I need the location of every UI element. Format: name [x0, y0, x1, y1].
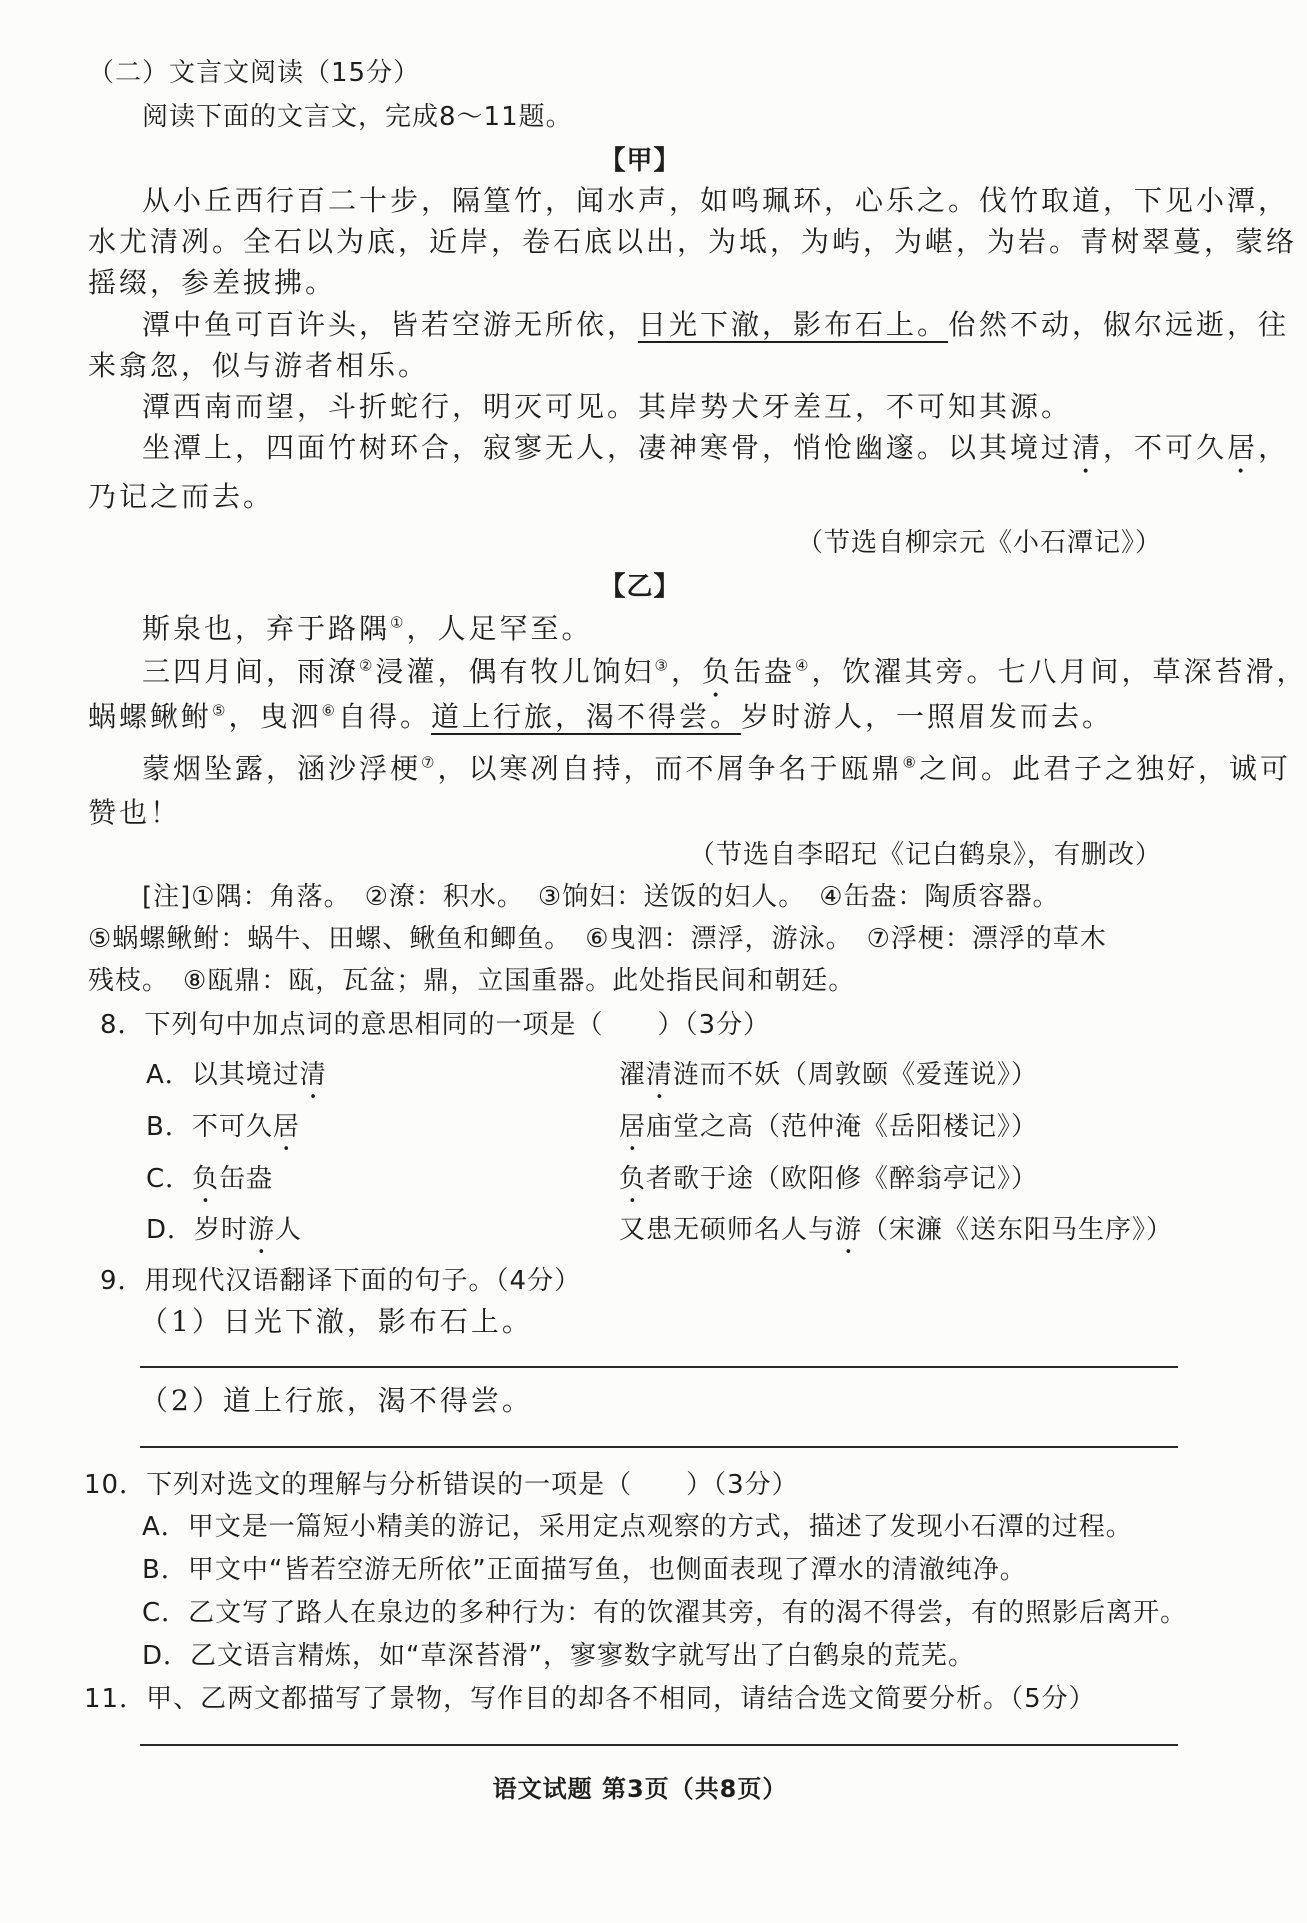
text: 斯泉也，弃于路隅 — [142, 612, 391, 645]
yi-source: （节选自李昭玘《记白鹤泉》，有删改） — [688, 840, 1162, 870]
text: 自得。 — [337, 700, 431, 733]
text: 蜗螺鳅鲋 — [88, 700, 213, 733]
q10-option-c: C．乙文写了路人在泉边的多种行为：有的饮濯其旁，有的渴不得尝，有的照影后离开。 — [142, 1598, 1188, 1628]
text: ，饮濯其旁。七八月间，草深苔滑， — [811, 655, 1307, 688]
text: 者歌于途（欧阳修《醉翁亭记》） — [646, 1164, 1039, 1194]
text: 庙堂之高（范仲淹《岳阳楼记》） — [646, 1112, 1039, 1142]
footnote-marker: ⑧ — [902, 753, 919, 772]
notes-line: ⑤蜗螺鳅鲋：蜗牛、田螺、鳅鱼和鲫鱼。 ⑥曳泗：漂浮，游泳。 ⑦浮梗：漂浮的草木 — [88, 924, 1107, 954]
question-10-stem: 10．下列对选文的理解与分析错误的一项是（ ）（3分） — [84, 1470, 799, 1500]
q8-option-d — [146, 1213, 1174, 1260]
footnote-marker: ⑥ — [321, 701, 338, 720]
dotted-word: 居 — [619, 1112, 647, 1142]
text: 又患无硕师名人与 — [619, 1215, 836, 1245]
text: 蒙烟坠露，涵沙浮梗 — [142, 752, 422, 785]
jia-line: 来翕忽，似与游者相乐。 — [88, 349, 430, 382]
footnote-marker: ③ — [654, 656, 671, 675]
text: ，以寒冽自持，而不屑争名于瓯鼎 — [437, 752, 903, 785]
notes-line: 残枝。 ⑧瓯鼎：瓯，瓦盆；鼎，立国重器。此处指民间和朝廷。 — [88, 966, 856, 996]
q8-option-b-compare — [619, 1110, 1038, 1157]
passage-yi-heading: 【乙】 — [599, 572, 681, 602]
page-footer: 语文试题 第3页（共8页） — [492, 1775, 788, 1803]
text: （宋濂《送东阳马生序》） — [862, 1215, 1174, 1245]
text: A．以其境过 — [146, 1060, 300, 1090]
q10-option-b: B．甲文中“皆若空游无所依”正面描写鱼，也侧面表现了潭水的清澈纯净。 — [142, 1555, 1027, 1585]
question-11-stem: 11．甲、乙两文都描写了景物，写作目的却各不相同，请结合选文简要分析。（5分） — [84, 1684, 1096, 1714]
q8-option-a — [146, 1058, 1039, 1105]
text: ， — [1258, 431, 1290, 464]
text: 濯 — [619, 1060, 647, 1090]
dotted-word: 居 — [272, 1112, 300, 1142]
text: B．不可久 — [146, 1112, 273, 1142]
text: 潭中鱼可百许头，皆若空游无所依， — [142, 308, 639, 341]
dotted-word: 负 — [619, 1164, 647, 1194]
q10-option-a: A．甲文是一篇短小精美的游记，采用定点观察的方式，描述了发现小石潭的过程。 — [142, 1512, 1133, 1542]
dotted-word: 游 — [248, 1215, 276, 1245]
q9-sentence-1: （1）日光下澈，影布石上。 — [140, 1305, 533, 1338]
yi-line: 赞也！ — [88, 796, 182, 829]
footnote-marker: ⑦ — [421, 753, 438, 772]
text: 岁 — [740, 700, 772, 733]
dotted-word: 清 — [299, 1060, 327, 1090]
jia-line: 乃记之而去。 — [88, 480, 275, 513]
dotted-word: 居 — [1227, 431, 1259, 464]
yi-line — [142, 655, 1307, 704]
dotted-word: 清 — [646, 1060, 674, 1090]
answer-line-q11[interactable] — [140, 1744, 1178, 1746]
section-instruction: 阅读下面的文言文，完成8～11题。 — [142, 102, 573, 132]
text: ，曳泗 — [228, 700, 322, 733]
text: 缶盎 — [219, 1164, 274, 1194]
q8-option-c — [146, 1162, 1039, 1209]
yi-line — [142, 612, 592, 646]
jia-line — [142, 308, 1289, 342]
footnote-marker: ① — [390, 613, 407, 632]
q8-option-d-compare — [619, 1213, 1173, 1260]
text: C． — [146, 1164, 193, 1194]
text: 佁然不动，俶尔远逝，往 — [948, 308, 1290, 341]
q8-option-a-compare — [619, 1058, 1038, 1105]
footnote-marker: ④ — [794, 656, 812, 675]
notes-line: [注]①隅：角落。 ②潦：积水。 ③饷妇：送饭的妇人。 ④缶盎：陶质容器。 — [142, 882, 1060, 912]
footnote-marker: ② — [359, 656, 376, 675]
passage-jia-heading: 【甲】 — [599, 146, 681, 176]
question-9-stem: 9．用现代汉语翻译下面的句子。（4分） — [100, 1266, 582, 1296]
jia-line — [142, 431, 1289, 480]
yi-line — [142, 752, 1291, 786]
dotted-word: 游 — [835, 1215, 863, 1245]
footnote-marker: ⑤ — [212, 701, 229, 720]
text: 坐潭上，四面竹树环合，寂寥无人，凄神寒骨，悄怆幽邃。以其境过 — [142, 431, 1073, 464]
text: 三四月间，雨潦 — [142, 655, 360, 688]
text: ，人足罕至。 — [406, 612, 593, 645]
yi-line — [88, 700, 1113, 734]
answer-line-q9-2[interactable] — [140, 1446, 1178, 1448]
q10-option-d: D．乙文语言精炼，如“草深苔滑”，寥寥数字就写出了白鹤泉的荒芜。 — [142, 1641, 975, 1671]
text: 浸灌，偶有牧儿饷妇 — [375, 655, 655, 688]
question-8-stem: 8．下列句中加点词的意思相同的一项是（ ）（3分） — [100, 1010, 771, 1040]
underlined-sentence-2: 道上行旅，渴不得尝。 — [430, 700, 741, 733]
text: D．岁时 — [146, 1215, 249, 1245]
underlined-sentence-1: 日光下澈，影布石上。 — [638, 308, 949, 341]
text: 游人，一照眉发而去。 — [803, 700, 1114, 733]
jia-line: 水尤清冽。全石以为底，近岸，卷石底以出，为坻，为屿，为嵁，为岩。青树翠蔓，蒙络 — [88, 225, 1298, 258]
text: 缶盎 — [732, 655, 795, 688]
jia-line: 从小丘西行百二十步，隔篁竹，闻水声，如鸣珮环，心乐之。伐竹取道，下见小潭， — [142, 184, 1290, 217]
text: 涟而不妖（周敦颐《爱莲说》） — [673, 1060, 1039, 1090]
dotted-word: 负 — [701, 655, 733, 688]
dotted-word: 负 — [192, 1164, 220, 1194]
jia-line: 摇缀，参差披拂。 — [88, 266, 337, 299]
text: 人 — [275, 1215, 303, 1245]
text: ，不可久 — [1103, 431, 1228, 464]
q8-option-c-compare — [619, 1162, 1038, 1209]
q9-sentence-2: （2）道上行旅，渴不得尝。 — [140, 1384, 533, 1417]
jia-line: 潭西南而望，斗折蛇行，明灭可见。其岸势犬牙差互，不可知其源。 — [142, 390, 1073, 423]
dotted-word: 清 — [1072, 431, 1104, 464]
q8-option-b — [146, 1110, 1039, 1157]
section-title: （二）文言文阅读（15分） — [88, 58, 421, 88]
jia-source: （节选自柳宗元《小石潭记》） — [796, 528, 1162, 558]
answer-line-q9-1[interactable] — [140, 1366, 1178, 1368]
text: ， — [670, 655, 702, 688]
text: 之间。此君子之独好，诚可 — [918, 752, 1291, 785]
text: 时 — [771, 700, 803, 733]
